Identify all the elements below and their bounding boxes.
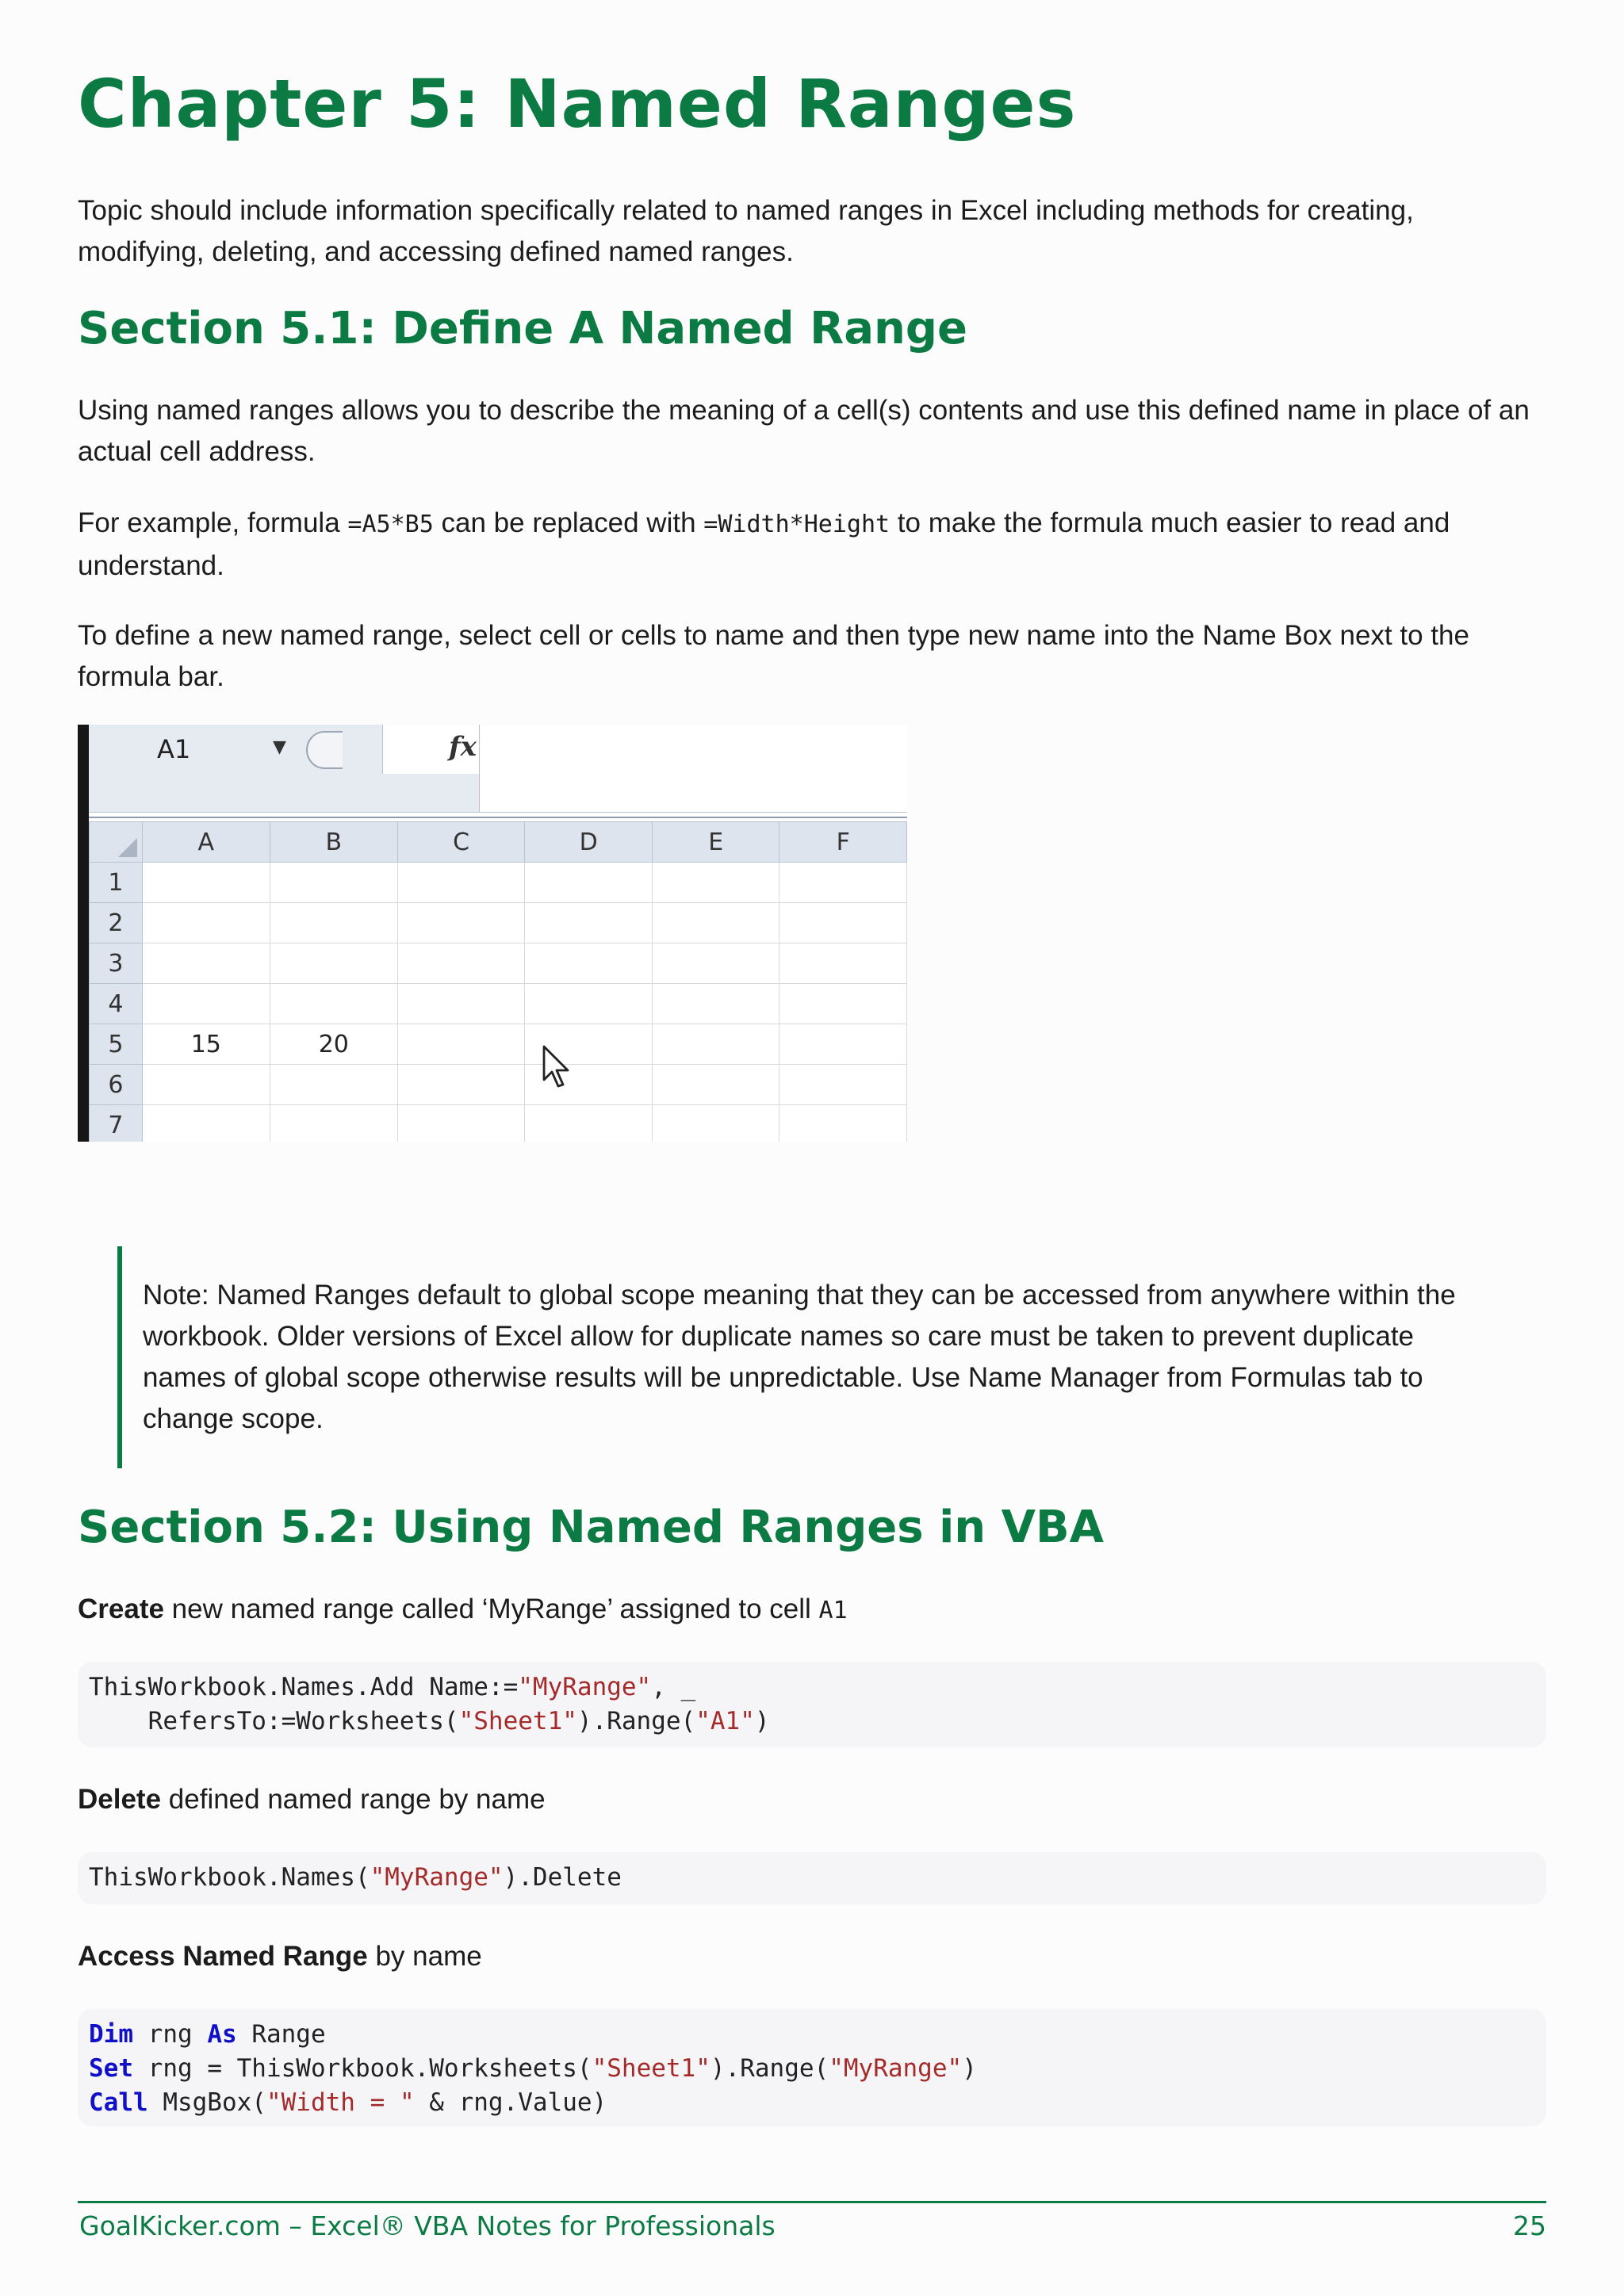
footer-divider — [78, 2201, 1546, 2203]
row-header[interactable]: 4 — [90, 984, 143, 1024]
cell[interactable] — [525, 984, 653, 1024]
cell[interactable] — [142, 943, 270, 984]
create-instruction — [78, 1589, 1546, 1632]
table-row — [90, 1065, 907, 1105]
excel-screenshot — [78, 725, 907, 1142]
cell[interactable] — [397, 984, 525, 1024]
cell[interactable] — [779, 1065, 907, 1105]
code-text: ).Delete — [503, 1863, 622, 1892]
cell[interactable] — [397, 943, 525, 984]
column-header-row — [90, 822, 907, 863]
access-label: Access Named Range — [78, 1941, 368, 1972]
cell[interactable] — [270, 943, 397, 984]
code-block-access — [78, 2009, 1546, 2126]
table-row — [90, 1105, 907, 1142]
note-text: Note: Named Ranges default to global scope meaning that they can be accessed from anywhere within the workbook. Older versions of Excel allow for duplicate names so care must be taken to prevent duplicate names of global scope otherwise results will be unpredictable. Use Name Manager from Formulas tab to change scope. — [143, 1280, 1456, 1434]
code-line — [78, 2052, 1546, 2086]
cell[interactable] — [779, 903, 907, 943]
table-row — [90, 903, 907, 943]
cell[interactable] — [525, 863, 653, 903]
cell[interactable] — [525, 943, 653, 984]
section-5-1-paragraph-1: Using named ranges allows you to describe the meaning of a cell(s) contents and use this defined name in place of an actual cell address. — [78, 395, 1530, 467]
delete-instruction — [78, 1779, 1546, 1820]
code-string: "Sheet1" — [592, 2054, 710, 2083]
code-keyword: Set — [89, 2054, 133, 2083]
name-box-value: A1 — [157, 734, 191, 764]
cell[interactable] — [270, 984, 397, 1024]
row-header[interactable]: 2 — [90, 903, 143, 943]
cell[interactable] — [270, 903, 397, 943]
delete-label: Delete — [78, 1784, 162, 1815]
table-row — [90, 943, 907, 984]
cell[interactable]: 15 — [142, 1024, 270, 1065]
cell[interactable]: 20 — [270, 1024, 397, 1065]
cell[interactable] — [270, 863, 397, 903]
chapter-title: Chapter 5: Named Ranges — [78, 65, 1077, 143]
column-header-e[interactable]: E — [652, 822, 779, 863]
code-keyword: Dim — [89, 2020, 133, 2049]
inline-code: A1 — [818, 1597, 848, 1624]
section-5-1-paragraph-3: To define a new named range, select cell or cells to name and then type new name into the Name Box next to the formula bar. — [78, 620, 1469, 692]
note-accent-bar — [117, 1246, 122, 1468]
section-5-2-title: Section 5.2: Using Named Ranges in VBA — [78, 1502, 1105, 1553]
code-text: ThisWorkbook.Names( — [89, 1863, 370, 1892]
toolbar-divider — [89, 817, 907, 818]
column-header-d[interactable]: D — [525, 822, 653, 863]
cell[interactable] — [525, 1105, 653, 1142]
access-instruction — [78, 1936, 1546, 1977]
code-text: ThisWorkbook.Names.Add Name:= — [89, 1673, 519, 1701]
code-string: "Sheet1" — [458, 1707, 577, 1735]
cell[interactable] — [270, 1065, 397, 1105]
create-label: Create — [78, 1594, 164, 1624]
text: to make the formula much easier to read and understand. — [78, 507, 1450, 581]
column-header-c[interactable]: C — [397, 822, 525, 863]
column-header-f[interactable]: F — [779, 822, 907, 863]
table-row — [90, 863, 907, 903]
cell[interactable] — [142, 984, 270, 1024]
code-text: rng = ThisWorkbook.Worksheets( — [133, 2054, 592, 2083]
row-header[interactable]: 3 — [90, 943, 143, 984]
code-text: , _ — [651, 1673, 696, 1701]
code-string: "A1" — [695, 1707, 755, 1735]
column-header-a[interactable]: A — [142, 822, 270, 863]
cell[interactable] — [142, 1105, 270, 1142]
text: defined named range by name — [161, 1784, 546, 1815]
dropdown-arrow-icon[interactable]: ▼ — [273, 737, 286, 757]
table-row — [90, 984, 907, 1024]
code-line — [78, 2009, 1546, 2052]
worksheet-table — [89, 821, 907, 1142]
name-box-area — [89, 774, 480, 813]
column-header-b[interactable]: B — [270, 822, 397, 863]
inline-code: =Width*Height — [703, 511, 891, 538]
code-string: "Width = " — [266, 2088, 415, 2117]
cell[interactable] — [652, 1065, 779, 1105]
footer-source-link[interactable]: GoalKicker.com – Excel® VBA Notes for Professionals — [79, 2210, 776, 2241]
cell[interactable] — [397, 1105, 525, 1142]
code-keyword: Call — [89, 2088, 148, 2117]
code-string: "MyRange" — [829, 2054, 963, 2083]
cell[interactable] — [652, 1024, 779, 1065]
text: can be replaced with — [433, 507, 704, 538]
cell[interactable] — [779, 943, 907, 984]
cell[interactable] — [397, 903, 525, 943]
code-line — [78, 1705, 1546, 1739]
code-keyword: As — [207, 2020, 237, 2049]
code-line — [78, 1662, 1546, 1705]
cell[interactable] — [142, 863, 270, 903]
cell[interactable] — [397, 1024, 525, 1065]
cell[interactable] — [652, 863, 779, 903]
text: new named range called ‘MyRange’ assigned to cell — [163, 1594, 819, 1624]
cell[interactable] — [779, 1024, 907, 1065]
cell[interactable] — [779, 984, 907, 1024]
mouse-cursor-icon — [542, 1045, 574, 1089]
code-text: ).Range( — [576, 1707, 696, 1735]
chapter-intro: Topic should include information specifically related to named ranges in Excel including methods for creating, modifying, deleting, and accessing defined named ranges. — [78, 195, 1414, 267]
table-row — [90, 1024, 907, 1065]
section-5-1-title: Section 5.1: Define A Named Range — [78, 303, 967, 354]
worksheet-grid — [89, 821, 907, 1142]
code-text: rng — [133, 2020, 208, 2049]
cell[interactable] — [397, 863, 525, 903]
code-text: ).Range( — [710, 2054, 829, 2083]
cell[interactable] — [652, 1105, 779, 1142]
page-number: 25 — [1513, 2210, 1546, 2241]
function-icon[interactable]: fx — [449, 731, 477, 763]
cell[interactable] — [779, 1105, 907, 1142]
text: For example, formula — [78, 507, 348, 538]
code-text: & rng.Value) — [414, 2088, 607, 2117]
cell[interactable] — [142, 1065, 270, 1105]
cell[interactable] — [652, 903, 779, 943]
text: by name — [367, 1941, 482, 1972]
cell[interactable] — [270, 1105, 397, 1142]
code-line — [78, 1852, 1546, 1895]
cell[interactable] — [652, 943, 779, 984]
cell[interactable] — [779, 863, 907, 903]
cell[interactable] — [652, 984, 779, 1024]
name-box[interactable] — [89, 725, 477, 775]
code-block-create — [78, 1662, 1546, 1747]
section-5-1-paragraph-2 — [78, 503, 1546, 587]
cell[interactable] — [142, 903, 270, 943]
code-text: MsgBox( — [147, 2088, 266, 2117]
window-edge — [78, 725, 89, 1142]
row-header[interactable]: 6 — [90, 1065, 143, 1105]
code-string: "MyRange" — [370, 1863, 504, 1892]
select-all-icon — [118, 838, 137, 857]
formula-bar-separator — [306, 731, 343, 769]
cell[interactable] — [525, 903, 653, 943]
code-block-delete — [78, 1852, 1546, 1904]
note-block — [117, 1246, 1481, 1468]
row-header[interactable]: 1 — [90, 863, 143, 903]
code-line — [78, 2086, 1546, 2120]
formula-bar-input[interactable] — [479, 725, 907, 813]
cell[interactable] — [397, 1065, 525, 1105]
row-header[interactable]: 7 — [90, 1105, 143, 1142]
select-all-corner[interactable] — [90, 822, 143, 863]
code-text: ) — [962, 2054, 977, 2083]
code-string: "MyRange" — [518, 1673, 652, 1701]
code-text: RefersTo:=Worksheets( — [89, 1707, 459, 1735]
code-text: Range — [236, 2020, 326, 2049]
inline-code: =A5*B5 — [347, 511, 434, 538]
row-header[interactable]: 5 — [90, 1024, 143, 1065]
code-text: ) — [754, 1707, 770, 1735]
